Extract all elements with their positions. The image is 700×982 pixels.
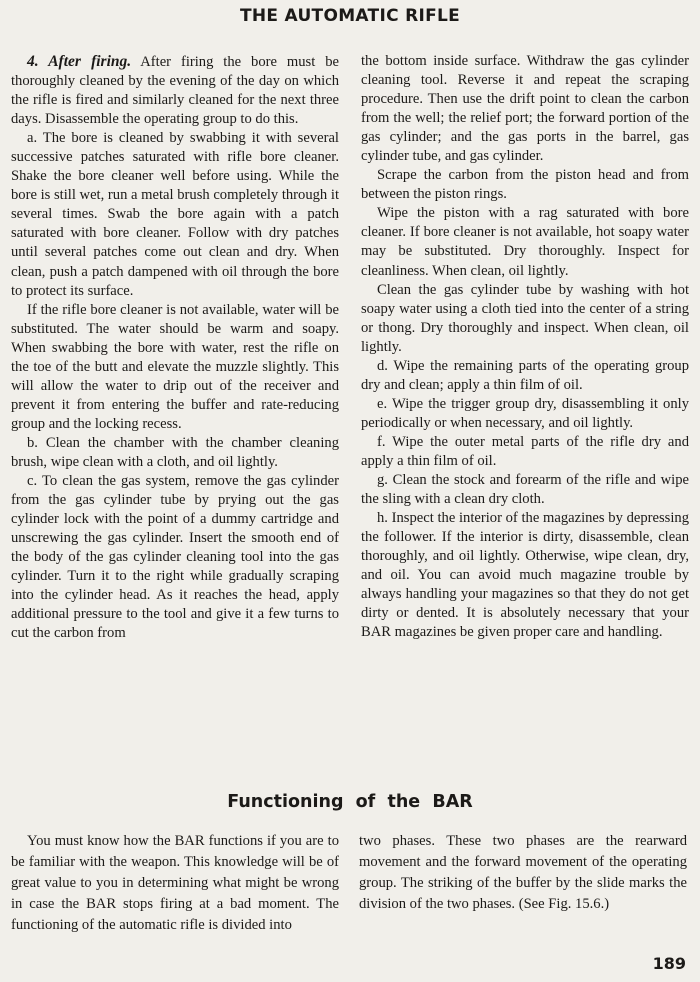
paragraph-b: b. Clean the chamber with the chamber cleaning brush, wipe clean with a cloth, and oil lightly.: [11, 434, 339, 470]
paragraph-text: After firing the bore must be thoroughly cleaned by the evening of the day on which the rifle is fired and similarly cleaned for the next three days. Disassemble the operating group to do this.: [11, 54, 339, 128]
paragraph-functioning: You must know how the BAR functions if you are to be familiar with the weapon. This knowledge will be of great value to you in determining what might be wrong in case the BAR stops firing at a bad moment. The functioning of the automatic rifle is divided into: [11, 833, 339, 933]
paragraph-after-firing: [11, 52, 339, 129]
paragraph-a: a. The bore is cleaned by swabbing it with several successive patches saturated with rifle bore cleaner. Shake the bore cleaner well before using. While the bore is still wet, run a metal brush completely through it several times. Swab the bore again with a patch saturated with bore cleaner. Follow with dry patches until several patches come out clean and dry. When clean, push a patch dampened with oil through the bore to protect its surface.: [11, 130, 339, 299]
paragraph-piston: Wipe the piston with a rag saturated with bore cleaner. If bore cleaner is not available, hot soapy water may be substituted. Dry thoroughly. Inspect for cleanliness. When clean, oil lightly.: [361, 205, 689, 279]
functioning-left-column: [11, 831, 339, 936]
page-number: 189: [652, 954, 686, 973]
left-column: [11, 52, 339, 643]
paragraph-e: e. Wipe the trigger group dry, disassembling it only periodically or when necessary, and oil lightly.: [361, 395, 689, 431]
paragraph-c: c. To clean the gas system, remove the gas cylinder from the gas cylinder tube by prying out the gas cylinder lock with the point of a dummy cartridge and unscrewing the gas cylinder. Insert the smooth end of the body of the gas cylinder cleaning tool into the gas cylinder. Turn it to the right while gradually scraping into the cylinder head. As it reaches the head, apply additional pressure to the tool and give it a few turns to cut the carbon from: [11, 473, 339, 642]
paragraph-functioning-continued: two phases. These two phases are the rearward movement and the forward movement of the operating group. The striking of the buffer by the slide marks the division of the two phases. (See Fig. 15.6.): [359, 833, 687, 912]
paragraph-piston-head: Scrape the carbon from the piston head and from between the piston rings.: [361, 167, 689, 203]
section-heading-text: Functioning of the BAR: [227, 792, 473, 812]
paragraph-g: g. Clean the stock and forearm of the rifle and wipe the sling with a clean dry cloth.: [361, 472, 689, 508]
right-column: [361, 52, 689, 642]
section-lead: 4. After firing.: [27, 53, 132, 70]
section-heading: [0, 792, 700, 812]
paragraph-d: d. Wipe the remaining parts of the operating group dry and clean; apply a thin film of oil.: [361, 357, 689, 393]
functioning-right-column: [359, 831, 687, 915]
paragraph-water: If the rifle bore cleaner is not available, water will be substituted. The water should be warm and soapy. When swabbing the bore with water, rest the rifle on the toe of the butt and elevate the muzzle slightly. This will allow the water to drip out of the receiver and prevent it from entering the buffer and rate-reducing group and the locking recess.: [11, 301, 339, 432]
paragraph-c-continued: the bottom inside surface. Withdraw the gas cylinder cleaning tool. Reverse it and repeat the scraping procedure. Then use the drift point to clean the carbon from the well; the relief port; the forward portion of the gas cylinder; and the gas ports in the barrel, gas cylinder tube, and gas cylinder.: [361, 53, 689, 165]
running-head: THE AUTOMATIC RIFLE: [239, 6, 461, 26]
paragraph-gas-tube: Clean the gas cylinder tube by washing with hot soapy water using a cloth tied into the center of a string or thong. Dry thoroughly and inspect. When clean, oil lightly.: [361, 281, 689, 355]
paragraph-f: f. Wipe the outer metal parts of the rifle dry and apply a thin film of oil.: [361, 433, 689, 469]
paragraph-h: h. Inspect the interior of the magazines by depressing the follower. If the interior is dirty, disassemble, clean thoroughly, and oil lightly. Otherwise, wipe clean, dry, and oil. You can avoid much magazine trouble by always handling your magazines so that they do not get dirty or dented. It is absolutely necessary that your BAR magazines be given proper care and handling.: [361, 510, 689, 641]
